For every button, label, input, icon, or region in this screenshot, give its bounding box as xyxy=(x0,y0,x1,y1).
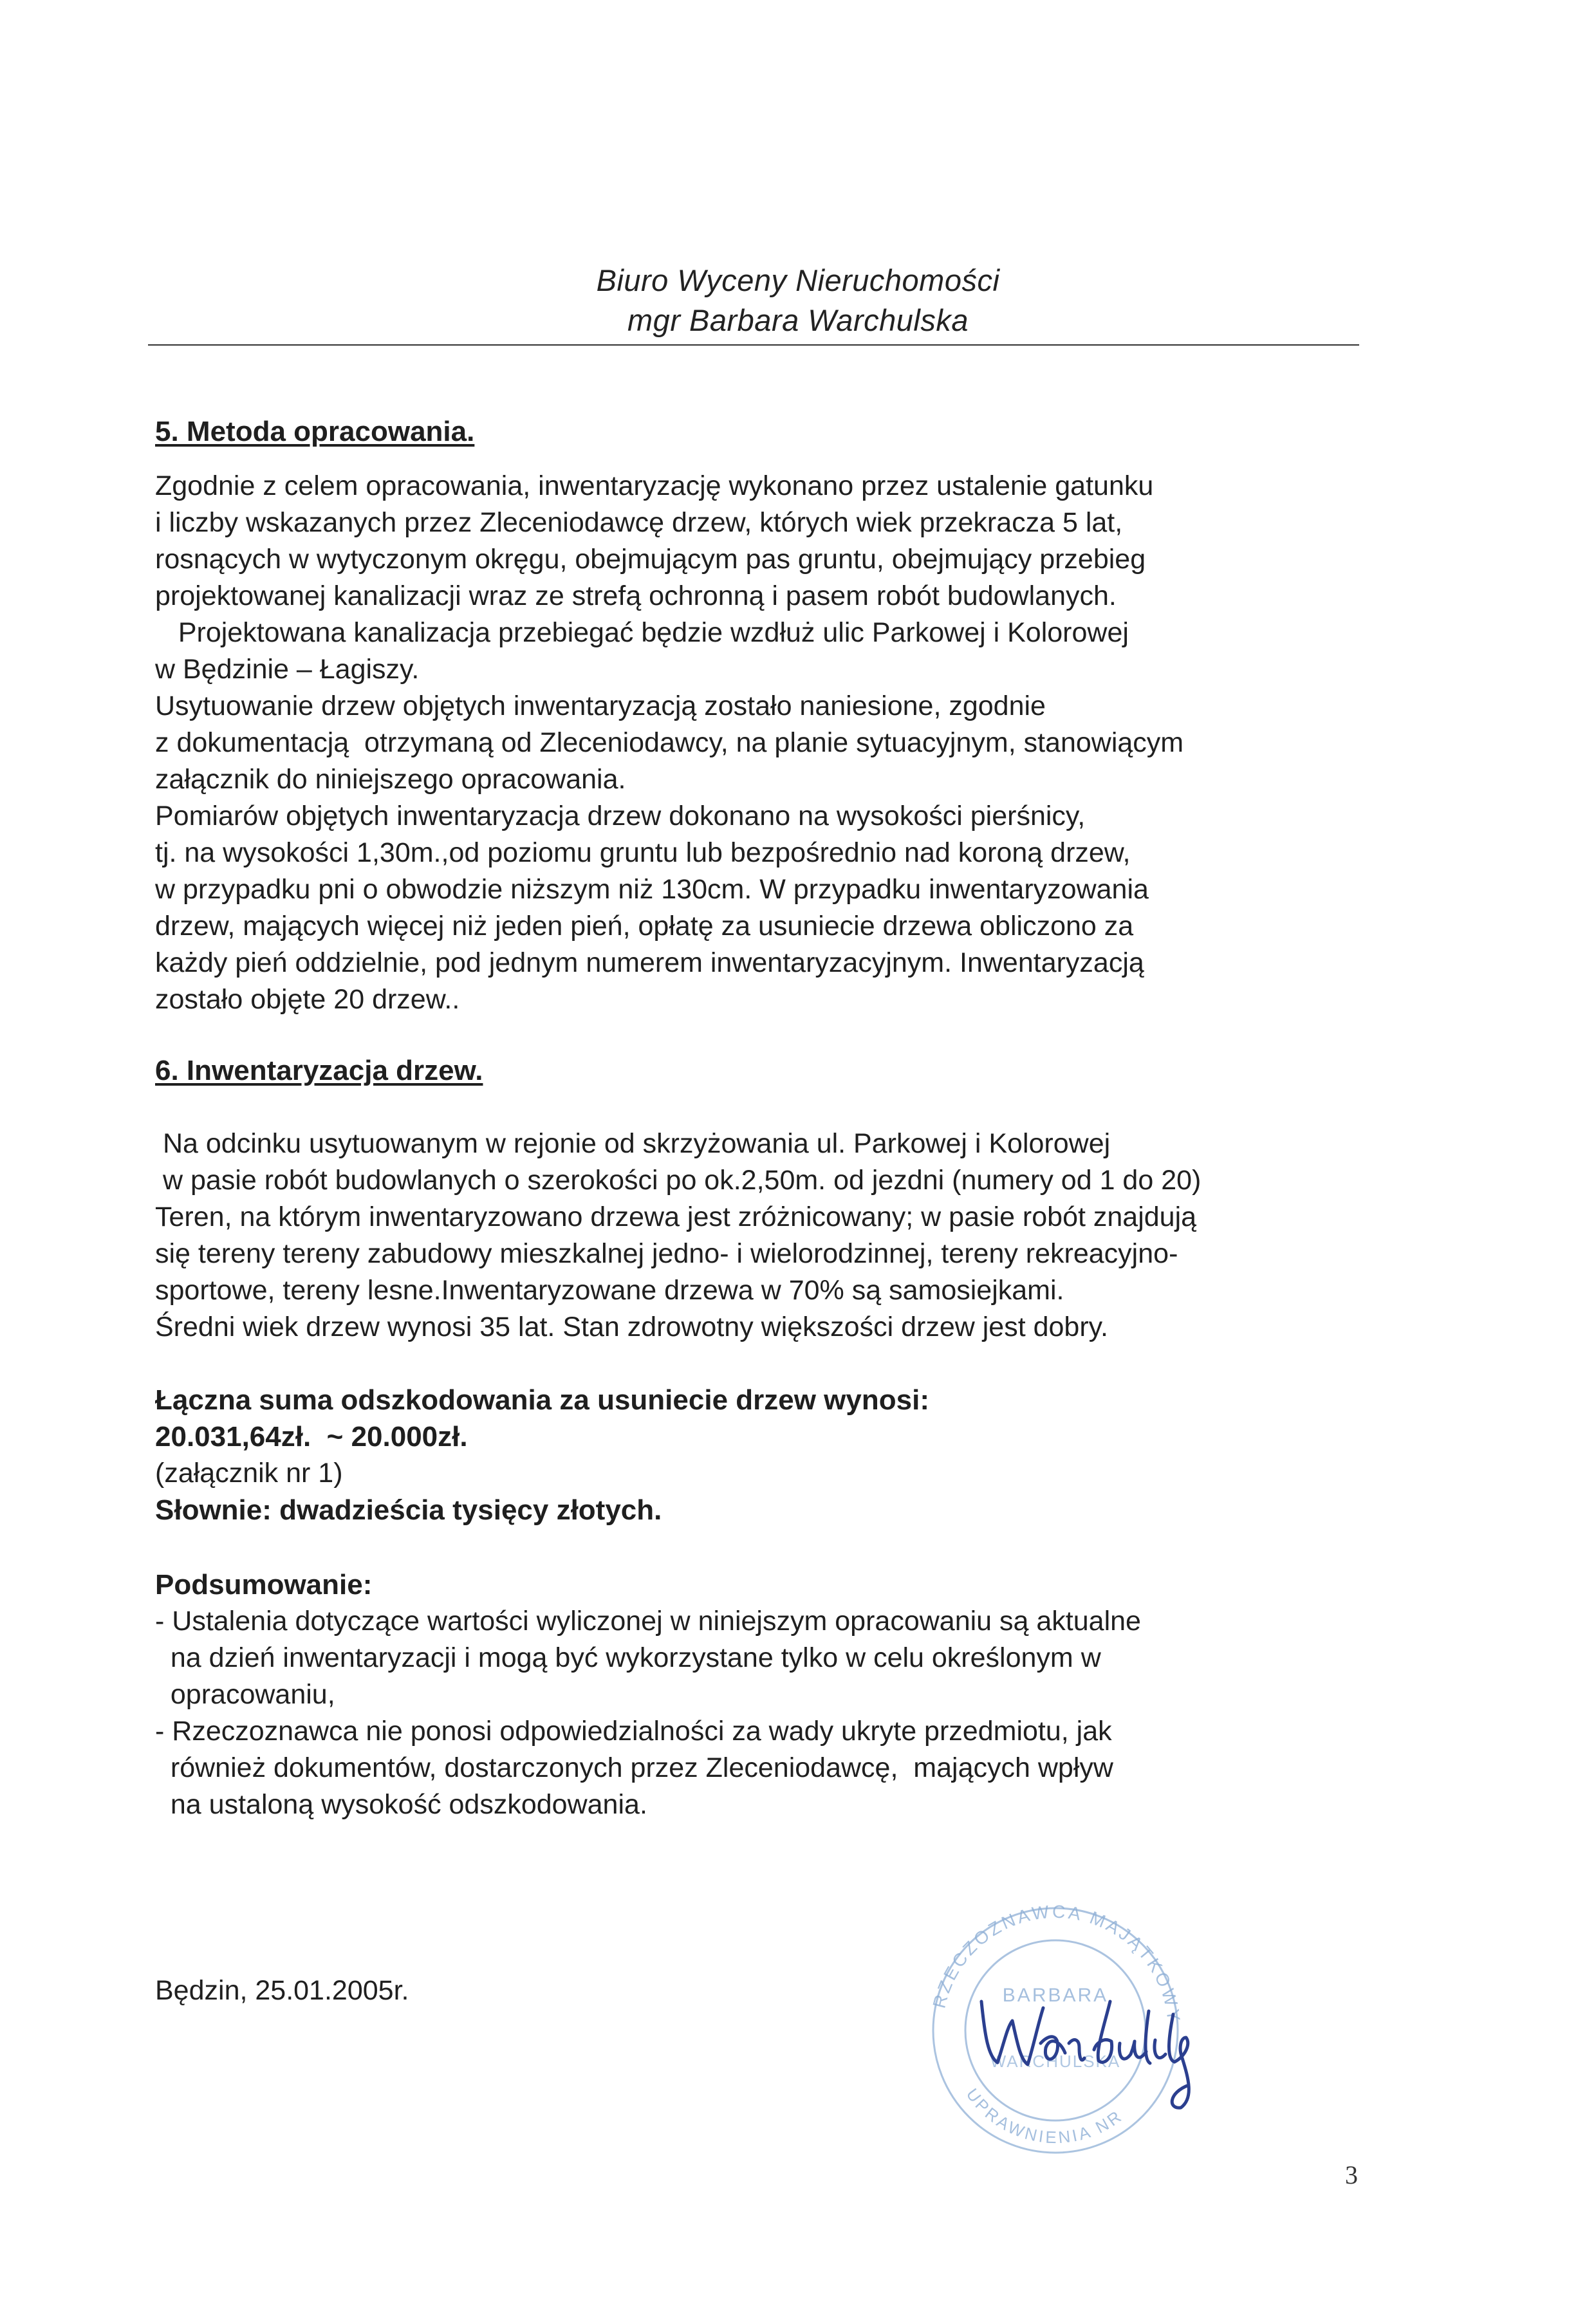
section-5-title: 5. Metoda opracowania. xyxy=(155,416,475,447)
place-and-date: Będzin, 25.01.2005r. xyxy=(155,1975,409,2006)
section-6-line: sportowe, tereny lesne.Inwentaryzowane drzewa w 70% są samosiejkami. xyxy=(155,1275,1064,1306)
appraiser-stamp-with-signature xyxy=(891,1905,1220,2156)
section-6-line: w pasie robót budowlanych o szerokości po ok.2,50m. od jezdni (numery od 1 do 20) xyxy=(155,1165,1202,1196)
summary-line: również dokumentów, dostarczonych przez Zleceniodawcę, mających wpływ xyxy=(155,1752,1113,1783)
summary-line: na ustaloną wysokość odszkodowania. xyxy=(155,1789,647,1820)
section-6-line: Teren, na którym inwentaryzowano drzewa jest zróżnicowany; w pasie robót znajdują xyxy=(155,1202,1197,1232)
summary-line: - Ustalenia dotyczące wartości wyliczonej w niniejszym opracowaniu są aktualne xyxy=(155,1606,1141,1637)
section-5-line: projektowanej kanalizacji wraz ze strefą ochronną i pasem robót budowlanych. xyxy=(155,580,1117,611)
section-5-line: Usytuowanie drzew objętych inwentaryzacją zostało naniesione, zgodnie xyxy=(155,691,1046,721)
amount-in-words: Słownie: dwadzieścia tysięcy złotych. xyxy=(155,1494,662,1526)
appraiser-name: mgr Barbara Warchulska xyxy=(627,303,969,337)
section-5-line: tj. na wysokości 1,30m.,od poziomu gruntu lub bezpośrednio nad koroną drzew, xyxy=(155,837,1131,868)
section-6-line: się tereny tereny zabudowy mieszkalnej jedno- i wielorodzinnej, tereny rekreacyjno- xyxy=(155,1238,1178,1269)
attachment-reference: (załącznik nr 1) xyxy=(155,1458,343,1489)
summary-line: na dzień inwentaryzacji i mogą być wykorzystane tylko w celu określonym w xyxy=(155,1642,1101,1673)
section-5-line: drzew, mających więcej niż jeden pień, opłatę za usuniecie drzewa obliczono za xyxy=(155,911,1134,942)
section-5-line: Projektowana kanalizacja przebiegać będzie wzdłuż ulic Parkowej i Kolorowej xyxy=(155,617,1129,648)
section-5-line: i liczby wskazanych przez Zleceniodawcę drzew, których wiek przekracza 5 lat, xyxy=(155,507,1123,538)
section-5-line: Zgodnie z celem opracowania, inwentaryzację wykonano przez ustalenie gatunku xyxy=(155,470,1154,501)
header-rule xyxy=(148,344,1359,346)
summary-line: opracowaniu, xyxy=(155,1679,335,1710)
office-name: Biuro Wyceny Nieruchomości xyxy=(596,263,1000,297)
summary-title: Podsumowanie: xyxy=(155,1569,373,1601)
section-5-line: z dokumentacją otrzymaną od Zleceniodawcy, na planie sytuacyjnym, stanowiącym xyxy=(155,727,1184,758)
stamp-name-bottom: WARCHULSKA xyxy=(990,2052,1121,2071)
page-number: 3 xyxy=(1345,2160,1358,2189)
section-6-line: Średni wiek drzew wynosi 35 lat. Stan zdrowotny większości drzew jest dobry. xyxy=(155,1312,1108,1342)
compensation-heading: Łączna suma odszkodowania za usuniecie drzew wynosi: xyxy=(155,1384,929,1416)
section-5-line: każdy pień oddzielnie, pod jednym numerem inwentaryzacyjnym. Inwentaryzacją xyxy=(155,947,1144,978)
stamp-ring-text-top: RZECZOZNAWCA MAJĄTKOWY xyxy=(929,1905,1184,2025)
section-5-line: w przypadku pni o obwodzie niższym niż 130cm. W przypadku inwentaryzowania xyxy=(155,874,1149,905)
section-5-line: w Będzinie – Łagiszy. xyxy=(155,654,420,685)
section-5-line: zostało objęte 20 drzew.. xyxy=(155,984,460,1015)
stamp-name-top: BARBARA xyxy=(1002,1985,1109,2006)
compensation-amount: 20.031,64zł. ~ 20.000zł. xyxy=(155,1421,468,1452)
section-5-line: rosnących w wytyczonym okręgu, obejmującym pas gruntu, obejmujący przebieg xyxy=(155,544,1146,575)
section-5-line: załącznik do niniejszego opracowania. xyxy=(155,764,626,795)
section-6-title: 6. Inwentaryzacja drzew. xyxy=(155,1055,483,1086)
section-5-line: Pomiarów objętych inwentaryzacja drzew dokonano na wysokości pierśnicy, xyxy=(155,801,1086,831)
summary-line: - Rzeczoznawca nie ponosi odpowiedzialności za wady ukryte przedmiotu, jak xyxy=(155,1716,1112,1747)
section-6-line: Na odcinku usytuowanym w rejonie od skrzyżowania ul. Parkowej i Kolorowej xyxy=(155,1128,1111,1159)
stamp-ring-text-bottom: UPRAWNIENIA NR xyxy=(962,2084,1127,2148)
